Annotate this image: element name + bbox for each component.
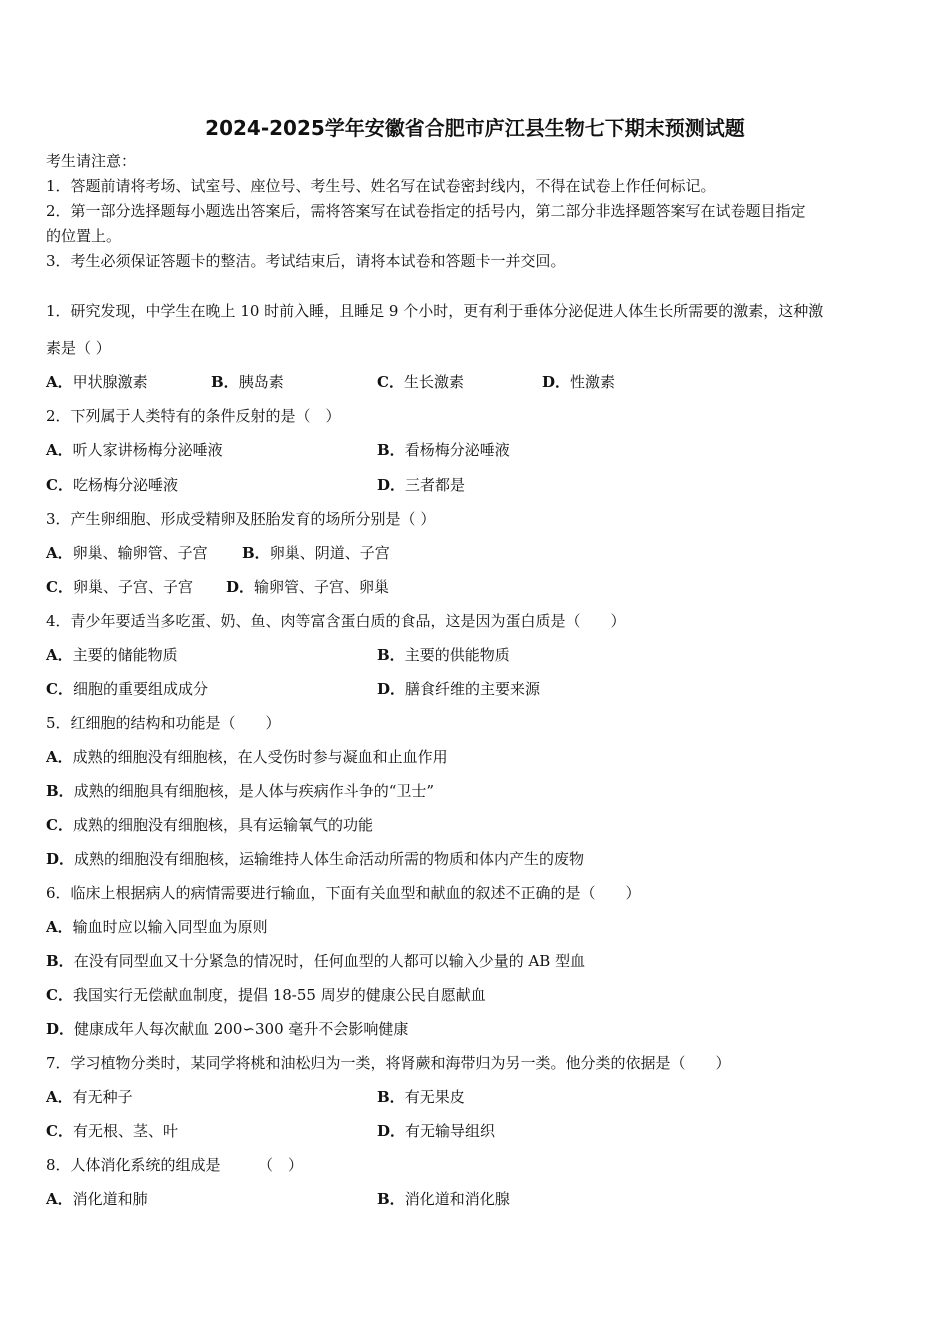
option-letter: C． bbox=[46, 476, 73, 494]
option-a: A．有无种子 bbox=[46, 1088, 133, 1106]
option-b: B．看杨梅分泌唾液 bbox=[377, 441, 510, 459]
option-a: A．卵巢、输卵管、子宫 bbox=[46, 544, 208, 562]
option-letter: A． bbox=[46, 373, 73, 391]
option-letter: D． bbox=[377, 476, 406, 494]
option-d: D．性激素 bbox=[542, 373, 616, 391]
option-letter: A． bbox=[46, 441, 73, 459]
question-stem: 素是（ ） bbox=[46, 339, 111, 357]
option-letter: D． bbox=[377, 680, 406, 698]
option-letter: A． bbox=[46, 748, 73, 766]
option-c: C．生长激素 bbox=[377, 373, 464, 391]
notice-item: 2．第一部分选择题每小题选出答案后，需将答案写在试卷指定的括号内，第二部分非选择题答案写在试卷题目指定 bbox=[46, 202, 806, 220]
option-letter: A． bbox=[46, 544, 73, 562]
notice-item: 的位置上。 bbox=[46, 227, 122, 245]
option-a: A．主要的储能物质 bbox=[46, 646, 178, 664]
option-a: A．听人家讲杨梅分泌唾液 bbox=[46, 441, 223, 459]
option-b: B．在没有同型血又十分紧急的情况时，任何血型的人都可以输入少量的 AB 型血 bbox=[46, 952, 586, 970]
option-letter: D． bbox=[226, 578, 255, 596]
question-stem: 6．临床上根据病人的病情需要进行输血，下面有关血型和献血的叙述不正确的是（ ） bbox=[46, 884, 641, 902]
option-letter: B． bbox=[46, 782, 74, 800]
option-letter: C． bbox=[46, 1122, 73, 1140]
option-c: C．卵巢、子宫、子宫 bbox=[46, 578, 193, 596]
option-b: B．主要的供能物质 bbox=[377, 646, 510, 664]
option-letter: D． bbox=[542, 373, 571, 391]
option-letter: B． bbox=[377, 441, 405, 459]
notice-item: 1．答题前请将考场、试室号、座位号、考生号、姓名写在试卷密封线内，不得在试卷上作任何标记。 bbox=[46, 177, 716, 195]
option-letter: D． bbox=[46, 850, 75, 868]
option-b: B．卵巢、阴道、子宫 bbox=[242, 544, 390, 562]
option-d: D．三者都是 bbox=[377, 476, 466, 494]
option-letter: B． bbox=[377, 1190, 405, 1208]
option-letter: C． bbox=[46, 986, 73, 1004]
option-letter: A． bbox=[46, 646, 73, 664]
option-d: D．输卵管、子宫、卵巢 bbox=[226, 578, 390, 596]
option-a: A．输血时应以输入同型血为原则 bbox=[46, 918, 268, 936]
question-stem: 4．青少年要适当多吃蛋、奶、鱼、肉等富含蛋白质的食品，这是因为蛋白质是（ ） bbox=[46, 612, 626, 630]
option-d: D．健康成年人每次献血 200∽300 毫升不会影响健康 bbox=[46, 1020, 409, 1038]
option-b: B．成熟的细胞具有细胞核，是人体与疾病作斗争的“卫士” bbox=[46, 782, 435, 800]
option-a: A．消化道和肺 bbox=[46, 1190, 148, 1208]
option-c: C．成熟的细胞没有细胞核，具有运输氧气的功能 bbox=[46, 816, 373, 834]
question-stem: 2．下列属于人类特有的条件反射的是（ ） bbox=[46, 407, 341, 425]
option-c: C．有无根、茎、叶 bbox=[46, 1122, 178, 1140]
option-a: A．甲状腺激素 bbox=[46, 373, 148, 391]
option-letter: B． bbox=[377, 1088, 405, 1106]
notice-heading: 考生请注意： bbox=[46, 152, 137, 170]
question-stem: 8．人体消化系统的组成是 （ ） bbox=[46, 1156, 304, 1174]
option-letter: B． bbox=[211, 373, 239, 391]
option-b: B．消化道和消化腺 bbox=[377, 1190, 510, 1208]
option-b: B．有无果皮 bbox=[377, 1088, 465, 1106]
option-letter: D． bbox=[46, 1020, 75, 1038]
option-letter: A． bbox=[46, 1190, 73, 1208]
option-letter: B． bbox=[377, 646, 405, 664]
option-letter: C． bbox=[46, 680, 73, 698]
option-d: D．膳食纤维的主要来源 bbox=[377, 680, 541, 698]
notice-item: 3．考生必须保证答题卡的整洁。考试结束后，请将本试卷和答题卡一并交回。 bbox=[46, 252, 566, 270]
option-b: B．胰岛素 bbox=[211, 373, 284, 391]
option-d: D．成熟的细胞没有细胞核，运输维持人体生命活动所需的物质和体内产生的废物 bbox=[46, 850, 585, 868]
option-c: C．吃杨梅分泌唾液 bbox=[46, 476, 178, 494]
option-d: D．有无输导组织 bbox=[377, 1122, 496, 1140]
option-letter: A． bbox=[46, 1088, 73, 1106]
option-c: C．我国实行无偿献血制度，提倡 18-55 周岁的健康公民自愿献血 bbox=[46, 986, 486, 1004]
option-letter: C． bbox=[46, 578, 73, 596]
question-stem: 7．学习植物分类时，某同学将桃和油松归为一类，将肾蕨和海带归为另一类。他分类的依据是（ ） bbox=[46, 1054, 731, 1072]
option-c: C．细胞的重要组成成分 bbox=[46, 680, 208, 698]
option-letter: C． bbox=[377, 373, 404, 391]
option-letter: B． bbox=[242, 544, 270, 562]
option-a: A．成熟的细胞没有细胞核，在人受伤时参与凝血和止血作用 bbox=[46, 748, 448, 766]
question-stem: 1．研究发现，中学生在晚上 10 时前入睡，且睡足 9 个小时，更有利于垂体分泌促进人体生长所需要的激素，这种激 bbox=[46, 302, 824, 320]
question-stem: 5．红细胞的结构和功能是（ ） bbox=[46, 714, 281, 732]
page-title: 2024-2025学年安徽省合肥市庐江县生物七下期末预测试题 bbox=[205, 116, 745, 140]
option-letter: D． bbox=[377, 1122, 406, 1140]
question-stem: 3．产生卵细胞、形成受精卵及胚胎发育的场所分别是（ ） bbox=[46, 510, 436, 528]
option-letter: B． bbox=[46, 952, 74, 970]
option-letter: C． bbox=[46, 816, 73, 834]
option-letter: A． bbox=[46, 918, 73, 936]
